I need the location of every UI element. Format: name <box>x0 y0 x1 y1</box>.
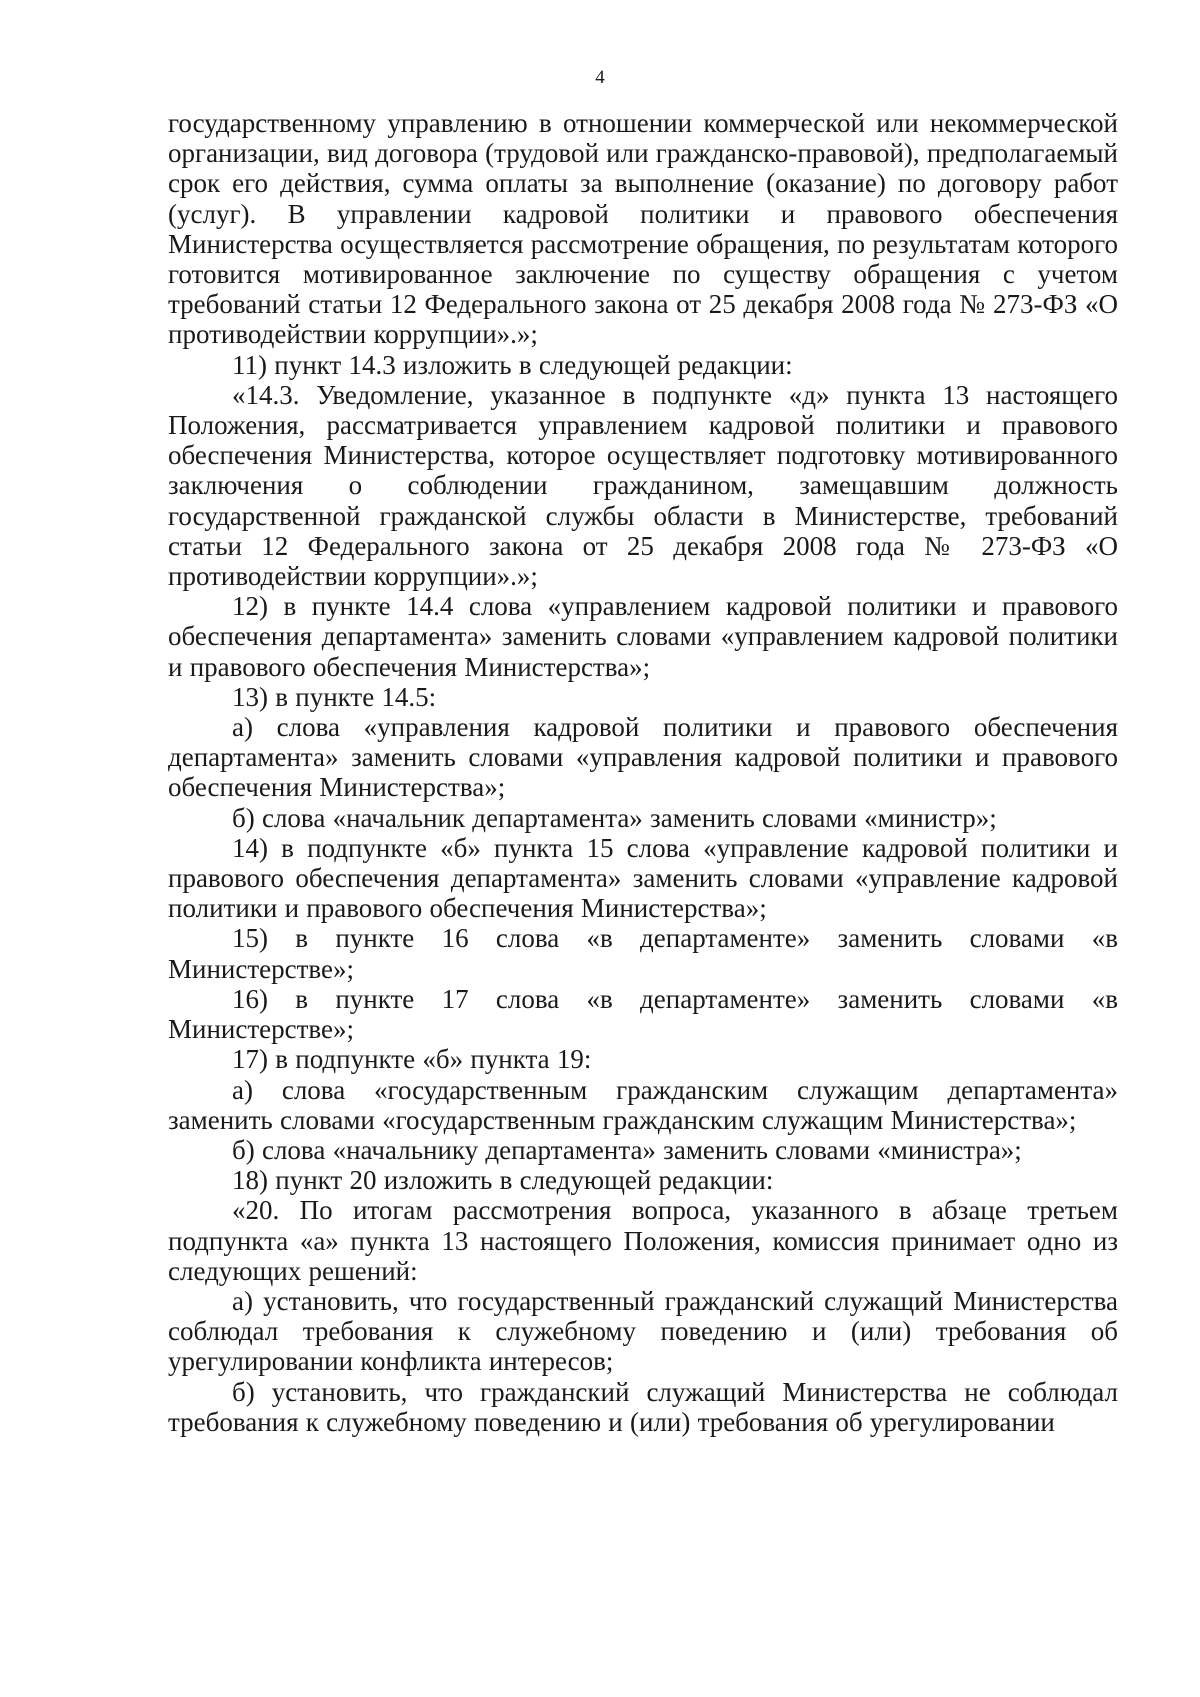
paragraph-14-3-text: «14.3. Уведомление, указанное в подпункте «д» пункта 13 настоящего Положения, рассматривается управлением кадровой политики и правового обеспечения Министерства, которое осуществляет подготовку мотивированного заключения о соблюдении гражданином, замещавшим должность государственной гражданской службы области в Министерстве, требований статьи 12 Федерального закона от 25 декабря 2008 года № 273-ФЗ «О противодействии коррупции».»; <box>168 379 1118 592</box>
paragraph-item-14: 14) в подпункте «б» пункта 15 слова «управление кадровой политики и правового обеспечения департамента» заменить словами «управление кадровой политики и правового обеспечения Министерства»; <box>168 832 1118 924</box>
paragraph-item-11: 11) пункт 14.3 изложить в следующей редакции: <box>232 349 793 380</box>
paragraph-item-16: 16) в пункте 17 слова «в департаменте» заменить словами «в Министерстве»; <box>168 983 1118 1045</box>
paragraph-continuation: государственному управлению в отношении коммерческой или некоммерческой организации, вид договора (трудовой или гражданско-правовой), предполагаемый срок его действия, сумма оплаты за выполнение (оказание) по договору работ (услуг). В управлении кадровой политики и правового обеспечения Министерства осуществляется рассмотрение обращения, по результатам которого готовится мотивированное заключение по существу обращения с учетом требований статьи 12 Федерального закона от 25 декабря 2008 года № 273-ФЗ «О противодействии коррупции».»; <box>168 108 1118 350</box>
paragraph-20-b: б) установить, что гражданский служащий Министерства не соблюдал требования к служебному поведению и (или) требования об урегулировании <box>168 1376 1118 1437</box>
paragraph-item-17-b: б) слова «начальнику департамента» заменить словами «министра»; <box>232 1134 1022 1165</box>
paragraph-item-17: 17) в подпункте «б» пункта 19: <box>232 1044 592 1075</box>
paragraph-item-13: 13) в пункте 14.5: <box>232 681 437 712</box>
paragraph-item-12: 12) в пункте 14.4 слова «управлением кадровой политики и правового обеспечения департамента» заменить словами «управлением кадровой политики и правового обеспечения Министерства»; <box>168 591 1118 682</box>
paragraph-20-text: «20. По итогам рассмотрения вопроса, указанного в абзаце третьем подпункта «а» пункта 13 настоящего Положения, комиссия принимает одно из следующих решений: <box>168 1195 1118 1286</box>
paragraph-item-13-b: б) слова «начальник департамента» заменить словами «министр»; <box>232 802 997 833</box>
paragraph-item-18: 18) пункт 20 изложить в следующей редакции: <box>232 1165 774 1196</box>
paragraph-item-15: 15) в пункте 16 слова «в департаменте» заменить словами «в Министерстве»; <box>168 923 1118 984</box>
page-number: 4 <box>595 67 605 88</box>
paragraph-item-17-a: а) слова «государственным гражданским служащим департамента» заменить словами «государственным гражданским служащим Министерства»; <box>168 1074 1118 1135</box>
paragraph-item-13-a: а) слова «управления кадровой политики и правового обеспечения департамента» заменить словами «управления кадровой политики и правового обеспечения Министерства»; <box>168 712 1118 803</box>
document-body <box>168 108 1118 1437</box>
paragraph-20-a: а) установить, что государственный гражданский служащий Министерства соблюдал требования к служебному поведению и (или) требования об урегулировании конфликта интересов; <box>168 1285 1118 1377</box>
